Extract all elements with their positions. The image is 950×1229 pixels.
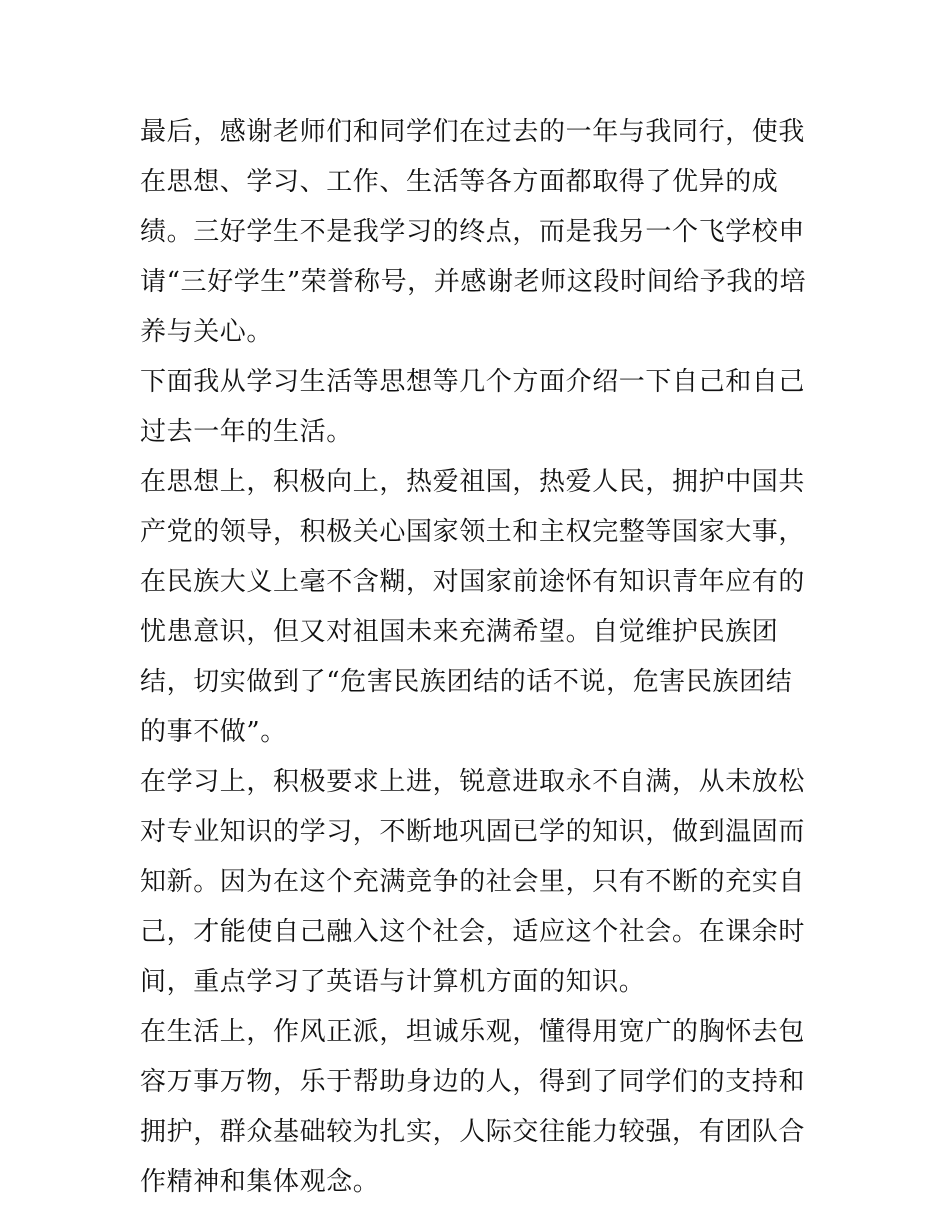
paragraph-life: 在生活上，作风正派，坦诚乐观，懂得用宽广的胸怀去包容万事万物，乐于帮助身边的人，得到了同学们的支持和拥护，群众基础较为扎实，人际交往能力较强，有团队合作精神和集体观念。 — [140, 1017, 806, 1197]
paragraph-study: 在学习上，积极要求上进，锐意进取永不自满，从未放松对专业知识的学习，不断地巩固已学的知识，做到温固而知新。因为在这个充满竞争的社会里，只有不断的充实自己，才能使自己融入这个社会，适应这个社会。在课余时间，重点学习了英语与计算机方面的知识。 — [140, 767, 806, 997]
paragraph-introduction: 下面我从学习生活等思想等几个方面介绍一下自己和自己过去一年的生活。 — [140, 367, 806, 447]
paragraph-closing-thanks: 最后，感谢老师们和同学们在过去的一年与我同行，使我在思想、学习、工作、生活等各方面都取得了优异的成绩。三好学生不是我学习的终点，而是我另一个飞学校申请“三好学生”荣誉称号，并感谢老师这段时间给予我的培养与关心。 — [140, 117, 807, 347]
document-body — [140, 107, 812, 1207]
paragraph-ideology: 在思想上，积极向上，热爱祖国，热爱人民，拥护中国共产党的领导，积极关心国家领土和主权完整等国家大事，在民族大义上毫不含糊，对国家前途怀有知识青年应有的忧患意识，但又对祖国未来充满希望。自觉维护民族团结，切实做到了“危害民族团结的话不说，危害民族团结的事不做”。 — [140, 467, 806, 747]
